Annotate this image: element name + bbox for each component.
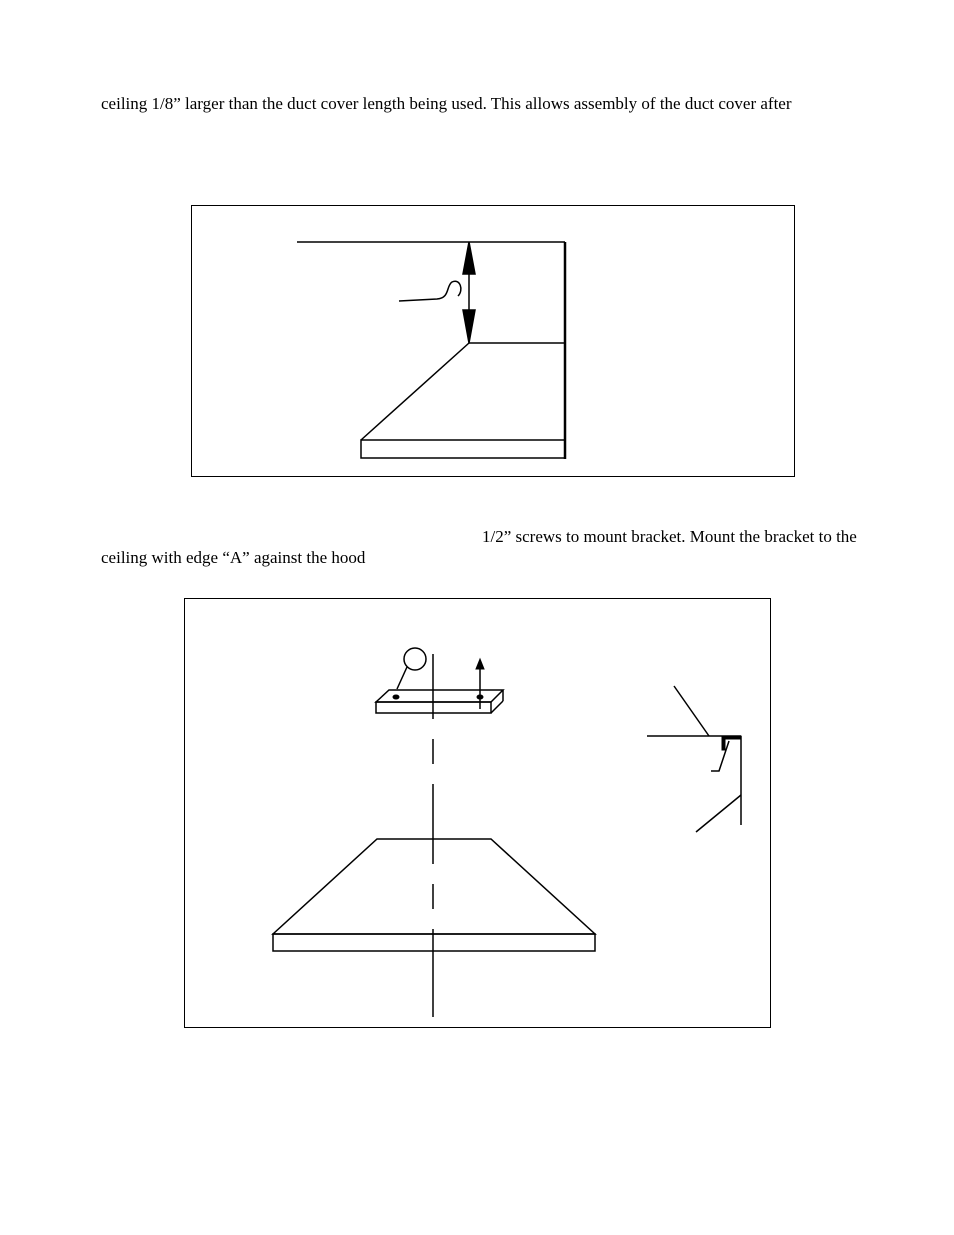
hood-side-view-figure — [191, 205, 795, 477]
bracket-mounting-diagram — [185, 599, 772, 1029]
hood-base — [361, 440, 565, 458]
bracket-mounting-figure — [184, 598, 771, 1028]
detail-slope — [711, 741, 729, 771]
hood-side-view-diagram — [192, 206, 796, 478]
canopy-slope — [361, 343, 469, 440]
body-text-fragment: 1/2” screws to mount bracket. Mount the bracket to the — [482, 527, 857, 546]
detail-bracket-edge — [722, 738, 725, 750]
leader-curve — [399, 281, 461, 301]
detail-bracket-top — [722, 736, 741, 739]
up-arrow-head — [476, 659, 484, 669]
dimension-arrow — [463, 242, 475, 343]
body-text-line: ceiling 1/8” larger than the duct cover length being used. This allows assembly of the duct cover after — [101, 94, 792, 113]
body-text-line: ceiling with edge “A” against the hood — [101, 548, 366, 567]
hood-base — [273, 934, 595, 951]
detail-leader-a — [674, 686, 709, 736]
screw-callout-circle — [404, 648, 426, 670]
detail-leader-b — [696, 795, 741, 832]
screw-hole-left — [393, 695, 399, 699]
hood-canopy — [273, 839, 595, 934]
screw-hole-right — [477, 695, 483, 699]
